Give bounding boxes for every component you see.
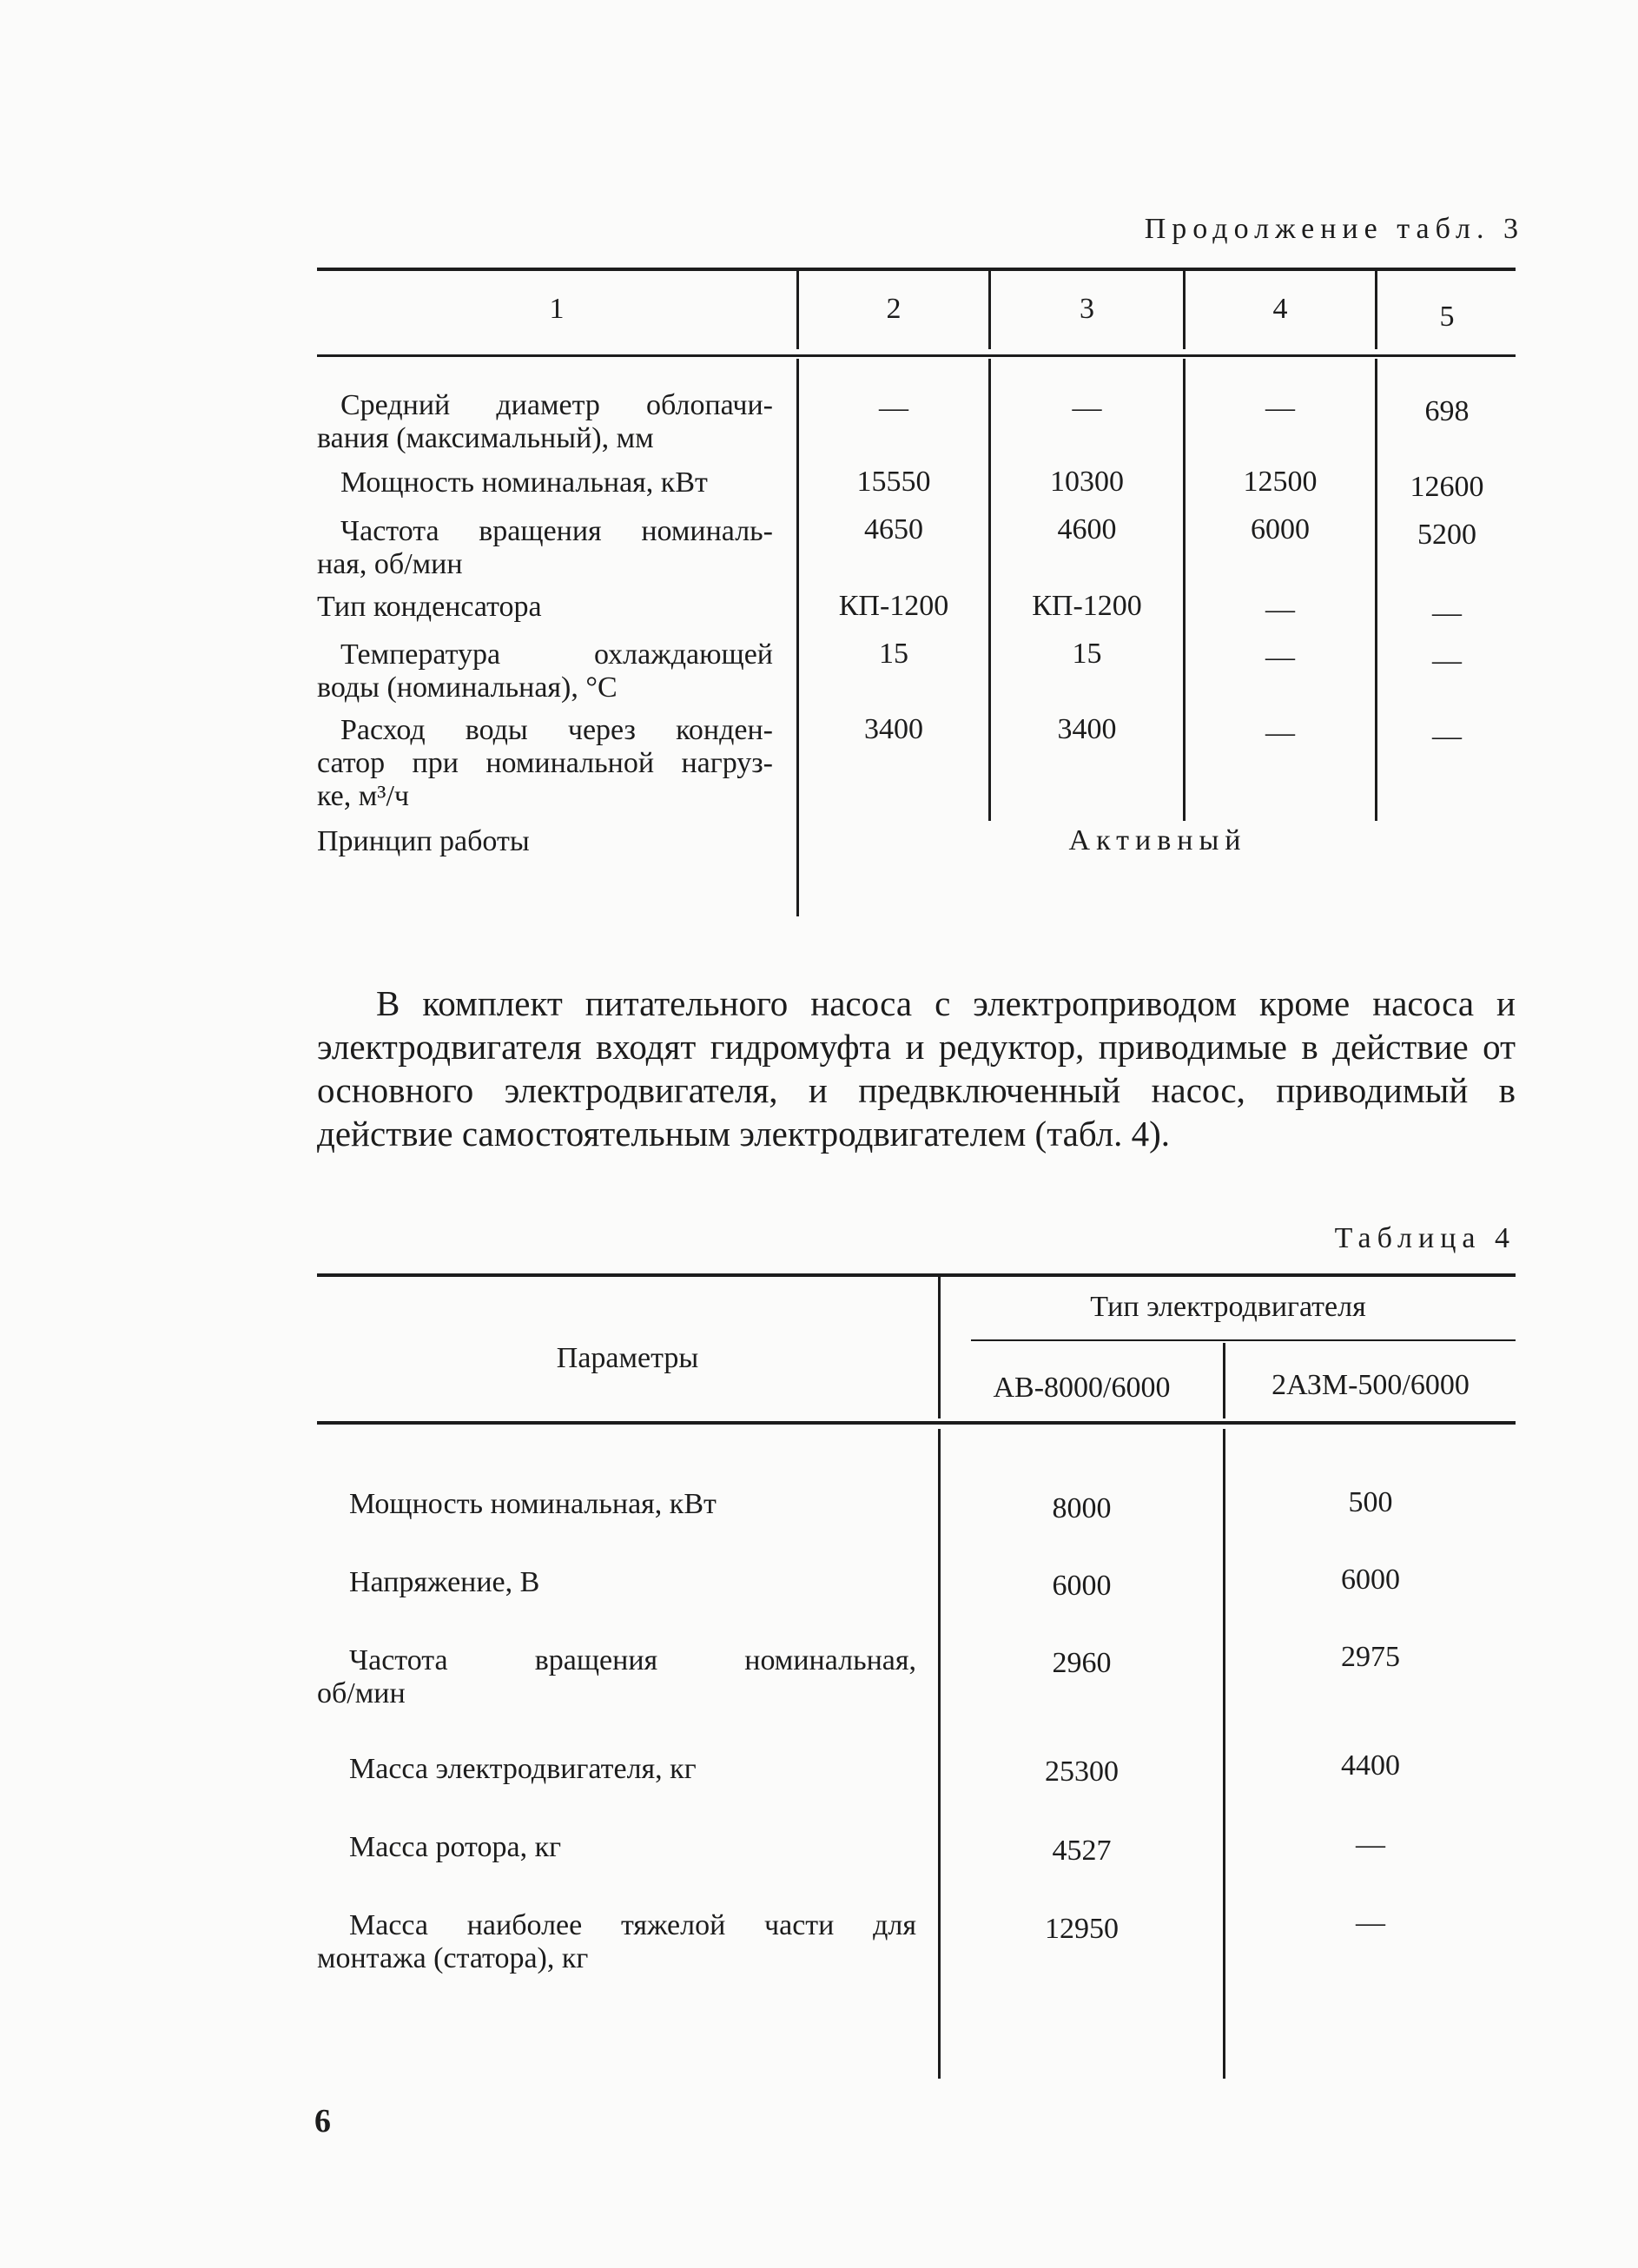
table4-row-5-col2: —	[1356, 1828, 1385, 1861]
table3-row-5-col4: —	[1265, 641, 1295, 673]
table4-row-2-col2: 6000	[1341, 1564, 1400, 1596]
table3-header-1: 1	[549, 293, 565, 325]
table3-row-2-col5: 12600	[1410, 471, 1484, 503]
table4-row-4-col1: 25300	[1045, 1756, 1119, 1788]
table3-header-3: 3	[1080, 293, 1094, 325]
table3-row-3-col3: 4600	[1057, 513, 1117, 546]
table3-row-2-col3: 10300	[1050, 466, 1124, 498]
table3-row-2-col2: 15550	[856, 466, 931, 498]
table4-subheader-rule	[971, 1339, 1516, 1341]
table3-row-1-col2: —	[879, 392, 908, 424]
table3-principle-value: Активный	[1068, 824, 1247, 856]
table3-row-4-col3: КП-1200	[1032, 590, 1142, 622]
table4-row-3-col1: 2960	[1052, 1647, 1112, 1679]
table4-row-6-col1: 12950	[1045, 1913, 1119, 1945]
table4-row-6-label: Масса наиболее тяжелой части для монтажа (статора), кг	[317, 1909, 916, 1974]
table4-row-2-label: Напряжение, В	[349, 1566, 540, 1598]
table3-row-4-col4: —	[1265, 593, 1295, 625]
table4-top-rule	[317, 1273, 1516, 1277]
table4-row-5-col1: 4527	[1052, 1835, 1112, 1867]
table3-row-5-col3: 15	[1072, 638, 1102, 670]
table4-row-1-label: Мощность номинальная, кВт	[349, 1488, 717, 1520]
table3-principle-label: Принцип работы	[317, 825, 530, 857]
table3-header-2: 2	[886, 293, 902, 325]
table4-header-rule	[317, 1421, 1516, 1425]
table4-row-2-col1: 6000	[1052, 1570, 1112, 1602]
table3-row-1-col3: —	[1072, 392, 1102, 424]
table3-row-2-label: Мощность номинальная, кВт	[340, 466, 708, 499]
table3-row-6-col4: —	[1265, 717, 1295, 749]
table3-row-5-col5: —	[1432, 645, 1462, 677]
table4-param-header: Параметры	[556, 1342, 699, 1374]
table3-row-1-col4: —	[1265, 392, 1295, 424]
table3-row-3-col2: 4650	[864, 513, 923, 546]
table3-row-3-label: Частота вращения номиналь- ная, об/мин	[317, 515, 773, 580]
table3-row-5-col2: 15	[879, 638, 908, 670]
table3-row-6-label: Расход воды через конден- сатор при номинальной нагруз- ке, м³/ч	[317, 714, 773, 812]
table4-column-1-header: АВ-8000/6000	[993, 1372, 1171, 1404]
table3-header-5: 5	[1439, 301, 1455, 333]
table3-row-5-label: Температура охлаждающей воды (номинальная), °С	[317, 638, 773, 704]
table3-row-3-col5: 5200	[1417, 519, 1476, 551]
table3-row-4-col5: —	[1432, 597, 1462, 629]
table4-type-header: Тип электродвигателя	[1090, 1291, 1366, 1323]
table3-top-rule	[317, 268, 1516, 271]
table3-row-6-col5: —	[1432, 720, 1462, 752]
table4-row-6-col2: —	[1356, 1907, 1385, 1939]
table3-row-6-col3: 3400	[1057, 713, 1117, 745]
table3-row-1-col5: 698	[1424, 395, 1470, 427]
table3-body-divider-3	[1183, 359, 1186, 821]
page-number: 6	[314, 2103, 331, 2139]
table4-caption: Таблица 4	[1334, 1222, 1516, 1254]
table3-row-6-col2: 3400	[864, 713, 923, 745]
table4-row-3-col2: 2975	[1341, 1641, 1400, 1673]
table4-row-1-col2: 500	[1348, 1486, 1393, 1518]
table3-caption: Продолжение табл. 3	[1144, 213, 1524, 245]
table3-row-4-col2: КП-1200	[838, 590, 949, 622]
table4-row-1-col1: 8000	[1052, 1492, 1112, 1524]
table3-header-4: 4	[1272, 293, 1288, 325]
table4-row-3-label: Частота вращения номинальная, об/мин	[317, 1644, 916, 1709]
table3-row-4-label: Тип конденсатора	[317, 591, 542, 623]
table4-param-divider-body	[938, 1429, 941, 2079]
table3-row-1-label: Средний диаметр облопачи- вания (максимальный), мм	[317, 389, 773, 454]
table4-row-4-col2: 4400	[1341, 1749, 1400, 1782]
table4-column-2-header: 2АЗМ-500/6000	[1271, 1369, 1470, 1401]
table3-header-rule	[317, 354, 1516, 357]
table3-row-2-col4: 12500	[1243, 466, 1318, 498]
table4-row-5-label: Масса ротора, кг	[349, 1831, 562, 1863]
table3-row-3-col4: 6000	[1251, 513, 1310, 546]
body-paragraph: В комплект питательного насоса с электроприводом кроме насоса и электродвигателя входят гидромуфта и редуктор, приводимые в действие от основного электродвигателя, и предвключенный насос, приводимый в действие самостоятельным электродвигателем (табл. 4).	[317, 983, 1516, 1154]
table4-row-4-label: Масса электродвигателя, кг	[349, 1753, 697, 1785]
